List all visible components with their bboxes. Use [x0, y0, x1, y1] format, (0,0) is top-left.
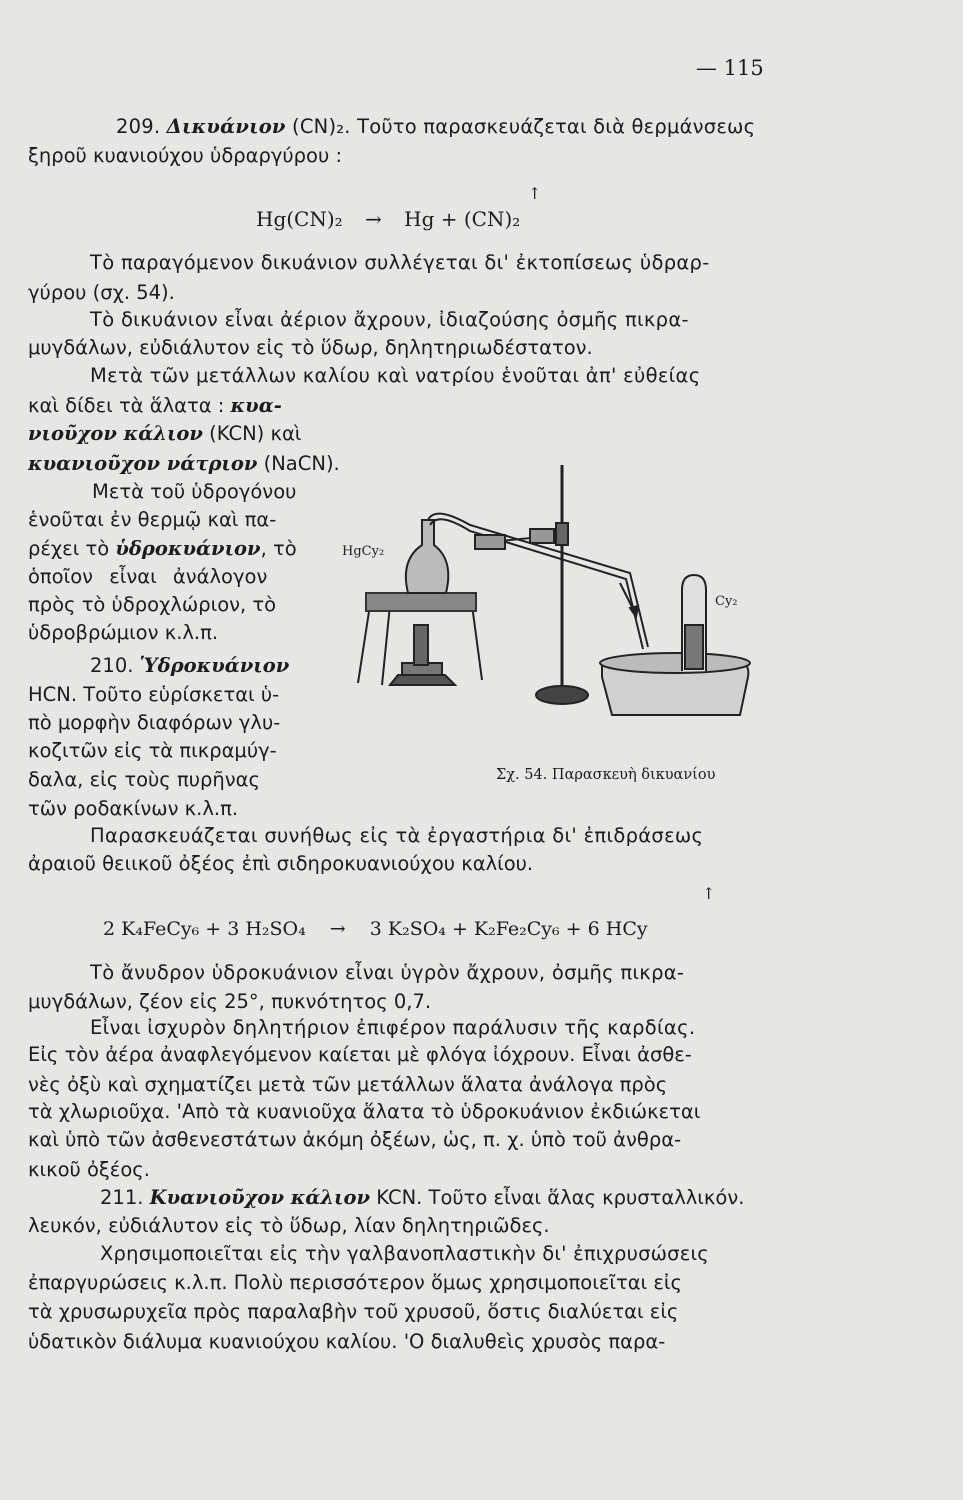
text-run: κοζιτῶν εἰς τὰ πικραμύγ-	[28, 739, 277, 762]
text-run: κικοῦ ὀξέος.	[28, 1158, 150, 1181]
text-run: (KCN) καὶ	[202, 422, 302, 445]
text-line	[28, 539, 297, 559]
text-line	[28, 1302, 678, 1322]
text-line	[90, 253, 710, 273]
text-run: τὰ χρυσωρυχεῖα πρὸς παραλαβὴν τοῦ χρυσοῦ, ὅστις διαλύεται εἰς	[28, 1300, 679, 1323]
text-run: , τὸ	[260, 537, 297, 560]
text-line	[28, 685, 279, 705]
text-run: ὁποῖον εἶναι ἀνάλογον	[28, 565, 268, 588]
text-line	[28, 595, 276, 615]
text-run: πὸ μορφὴν διαφόρων γλυ-	[28, 711, 281, 734]
text-run: καὶ ὑπὸ τῶν ἀσθενεστάτων ἀκόμη ὀξέων, ὡς, π. χ. ὑπὸ τοῦ ἀνθρα-	[28, 1128, 682, 1151]
text-line	[28, 1130, 681, 1150]
text-run: νὲς ὀξὺ καὶ σχηματίζει μετὰ τῶν μετάλλων ἅλατα ἀνάλογα πρὸς	[28, 1073, 668, 1096]
text-line	[28, 424, 301, 444]
text-run: ρέχει τὸ	[28, 537, 116, 560]
text-run: HCN. Τοῦτο εὑρίσκεται ὑ-	[28, 683, 280, 706]
text-run: Χρησιμοποιεῖται εἰς τὴν γαλβανοπλαστικὴν δι' ἐπιχρυσώσεις	[100, 1242, 709, 1265]
text-run: δαλα, εἰς τοὺς πυρῆνας	[28, 768, 260, 791]
text-line	[90, 366, 700, 386]
eq2-arrow: →	[329, 918, 346, 940]
italic-term: ὑδροκυάνιον	[115, 537, 261, 560]
text-line	[28, 770, 260, 790]
text-run: γύρου (σχ. 54).	[28, 281, 175, 304]
text-run: καὶ δίδει τὰ ἅλατα :	[28, 394, 231, 417]
text-run: λευκόν, εὐδιάλυτον εἰς τὸ ὕδωρ, λίαν δηλητηριῶδες.	[28, 1214, 550, 1237]
text-line	[28, 1075, 667, 1095]
text-run: Τὸ δικυάνιον εἶναι ἀέριον ἄχρουν, ἰδιαζούσης ὀσμῆς πικρα-	[90, 308, 689, 331]
italic-term: Ὑδροκυάνιον	[139, 654, 290, 677]
eq1-right: Hg + (CN)₂	[404, 207, 521, 231]
text-run: ὑδατικὸν διάλυμα κυανιούχου καλίου. 'Ο διαλυθεὶς χρυσὸς παρα-	[28, 1330, 666, 1353]
text-run: Μετὰ τοῦ ὑδρογόνου	[92, 480, 297, 503]
eq2-right: 3 K₂SO₄ + K₂Fe₂Cy₆ + 6 HCy	[369, 918, 648, 940]
text-line	[28, 713, 280, 733]
text-line	[28, 510, 276, 530]
text-run: μυγδάλων, εὐδιάλυτον εἰς τὸ ὕδωρ, δηλητηριωδέστατον.	[28, 336, 593, 359]
text-run: πρὸς τὸ ὑδροχλώριον, τὸ	[28, 593, 277, 616]
text-run: Τὸ ἄνυδρον ὑδροκυάνιον εἶναι ὑγρὸν ἄχρουν, ὀσμῆς πικρα-	[90, 961, 685, 984]
text-line	[28, 567, 267, 587]
text-line	[92, 482, 296, 502]
text-line	[28, 992, 431, 1012]
text-run: ὑδροβρώμιον κ.λ.π.	[28, 621, 219, 644]
text-line	[28, 338, 593, 358]
text-line	[28, 146, 342, 166]
text-run: 209.	[116, 115, 167, 138]
text-line	[90, 826, 703, 846]
text-run: ἑνοῦται ἐν θερμῷ καὶ πα-	[28, 508, 277, 531]
eq1-gas-mark: ↑	[528, 184, 542, 203]
text-line	[90, 310, 689, 330]
italic-term: νιοῦχον κάλιον	[28, 422, 203, 445]
text-line	[28, 854, 533, 874]
eq1-arrow: →	[365, 207, 382, 231]
text-run: KCN. Τοῦτο εἶναι ἅλας κρυσταλλικόν.	[370, 1186, 745, 1209]
italic-term: κυανιοῦχον νάτριον	[28, 452, 258, 475]
text-line	[90, 963, 684, 983]
text-line	[28, 1273, 682, 1293]
text-line	[100, 1188, 744, 1208]
italic-term: κυα-	[230, 394, 282, 417]
text-line	[28, 623, 218, 643]
text-line	[90, 1018, 695, 1038]
text-line	[28, 396, 282, 416]
text-run: Παρασκευάζεται συνήθως εἰς τὰ ἐργαστήρια δι' ἐπιδράσεως	[90, 824, 704, 847]
equation-1	[256, 207, 520, 231]
text-line	[28, 741, 277, 761]
text-run: Μετὰ τῶν μετάλλων καλίου καὶ νατρίου ἑνοῦται ἀπ' εὐθείας	[90, 364, 701, 387]
text-line	[28, 1102, 700, 1122]
eq2-gas-mark: ↑	[702, 884, 716, 903]
text-run: τὰ χλωριοῦχα. 'Απὸ τὰ κυανιοῦχα ἅλατα τὸ ὑδροκυάνιον ἐκδιώκεται	[28, 1100, 701, 1123]
eq2-left: 2 K₄FeCy₆ + 3 H₂SO₄	[103, 918, 306, 940]
text-run: (CN)₂. Τοῦτο παρασκευάζεται διὰ θερμάνσεως	[285, 115, 756, 138]
text-line	[116, 117, 755, 137]
equation-2	[103, 918, 648, 940]
text-line	[28, 1045, 692, 1065]
text-line	[28, 283, 175, 303]
text-run: τῶν ροδακίνων κ.λ.π.	[28, 797, 239, 820]
label-cy2: Cy₂	[715, 594, 738, 609]
text-run: μυγδάλων, ζέον εἰς 25°, πυκνότητος 0,7.	[28, 990, 432, 1013]
text-run: Εἰς τὸν ἀέρα ἀναφλεγόμενον καίεται μὲ φλόγα ἰόχρουν. Εἶναι ἀσθε-	[28, 1043, 692, 1066]
text-line	[28, 454, 340, 474]
text-line	[100, 1244, 709, 1264]
text-line	[28, 799, 238, 819]
text-line	[28, 1216, 550, 1236]
page-number: — 115	[696, 56, 764, 80]
eq1-left: Hg(CN)₂	[256, 207, 343, 231]
text-run: (NaCN).	[257, 452, 340, 475]
italic-term: Δικυάνιον	[166, 115, 286, 138]
text-run: ξηροῦ κυανιούχου ὑδραργύρου :	[28, 144, 343, 167]
label-hgcy2: HgCy₂	[342, 544, 385, 559]
text-run: ἐπαργυρώσεις κ.λ.π. Πολὺ περισσότερον ὅμως χρησιμοποιεῖται εἰς	[28, 1271, 682, 1294]
text-run: ἀραιοῦ θειικοῦ ὀξέος ἐπὶ σιδηροκυανιούχου καλίου.	[28, 852, 534, 875]
text-line	[90, 656, 289, 676]
italic-term: Κυανιοῦχον κάλιον	[149, 1186, 371, 1209]
text-run: 211.	[100, 1186, 150, 1209]
text-run: Τὸ παραγόμενον δικυάνιον συλλέγεται δι' ἐκτοπίσεως ὑδραρ-	[90, 251, 710, 274]
figure-caption: Σχ. 54. Παρασκευὴ δικυανίου	[496, 767, 716, 783]
apparatus-figure	[330, 425, 780, 725]
text-run: 210.	[90, 654, 140, 677]
text-run: Εἶναι ἰσχυρὸν δηλητήριον ἐπιφέρον παράλυσιν τῆς καρδίας.	[90, 1016, 696, 1039]
text-line	[28, 1160, 150, 1180]
text-line	[28, 1332, 665, 1352]
